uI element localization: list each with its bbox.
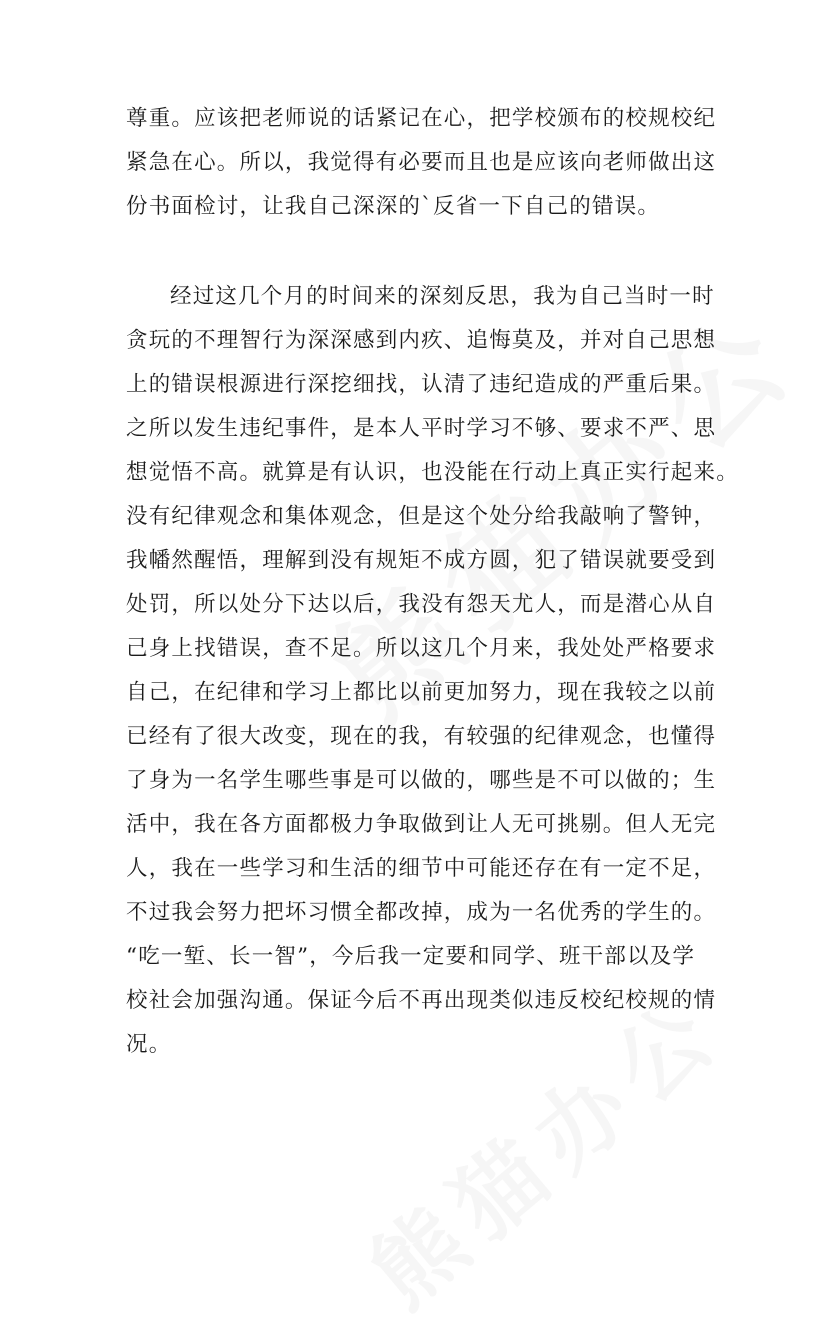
text-line: 想觉悟不高。就算是有认识，也没能在行动上真正实行起来。 [126,460,739,485]
text-line: 贪玩的不理智行为深深感到内疚、追悔莫及，并对自己思想 [126,328,717,353]
paragraph-1 [126,97,716,229]
text-line: 活中，我在各方面都极力争取做到让人无可挑剔。但人无完 [126,812,717,837]
text-line: 没有纪律观念和集体观念，但是这个处分给我敲响了警钟， [126,504,717,529]
paragraph-2 [126,275,739,1067]
text-line: 经过这几个月的时间来的深刻反思，我为自己当时一时 [170,284,715,309]
text-line: 尊重。应该把老师说的话紧记在心，把学校颁布的校规校纪 [126,106,717,131]
text-line: 已经有了很大改变，现在的我，有较强的纪律观念，也懂得 [126,724,717,749]
text-line: 份书面检讨，让我自己深深的`反省一下自己的错误。 [126,194,661,219]
text-line: 上的错误根源进行深挖细找，认清了违纪造成的严重后果。 [126,372,717,397]
text-line: 况。 [126,1032,172,1057]
text-line: 我幡然醒悟，理解到没有规矩不成方圆，犯了错误就要受到 [126,548,717,573]
text-line: 了身为一名学生哪些事是可以做的，哪些是不可以做的；生 [126,768,717,793]
text-line: 己身上找错误，查不足。所以这几个月来，我处处严格要求 [126,636,717,661]
text-line: 自己，在纪律和学习上都比以前更加努力，现在我较之以前 [126,680,717,705]
text-line: 校社会加强沟通。保证今后不再出现类似违反校纪校规的情 [126,988,717,1013]
text-line: 不过我会努力把坏习惯全都改掉，成为一名优秀的学生的。 [126,900,717,925]
text-line: “吃一堑、长一智”，今后我一定要和同学、班干部以及学 [126,944,696,969]
text-line: 之所以发生违纪事件，是本人平时学习不够、要求不严、思 [126,416,717,441]
text-line: 处罚，所以处分下达以后，我没有怨天尤人，而是潜心从自 [126,592,717,617]
text-line: 人，我在一些学习和生活的细节中可能还存在有一定不足， [126,856,717,881]
text-line: 紧急在心。所以，我觉得有必要而且也是应该向老师做出这 [126,150,717,175]
